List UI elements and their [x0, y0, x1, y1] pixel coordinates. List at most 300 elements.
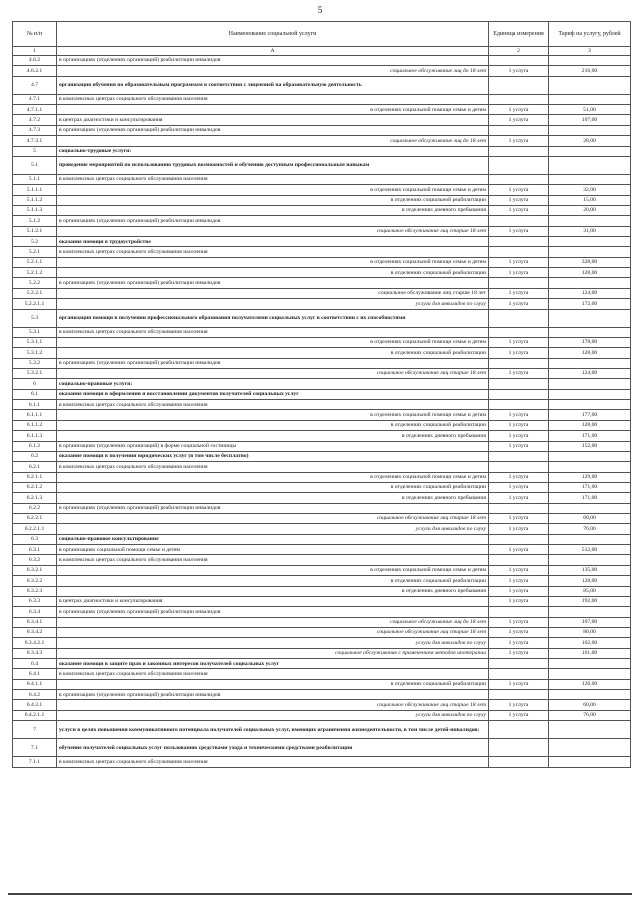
row-number: 5.1.1 [13, 174, 57, 184]
measurement-unit [489, 146, 549, 156]
table-body [13, 56, 631, 768]
tariff-price [549, 174, 631, 184]
service-name: в организациях (отделениях организаций) реабилитации инвалидов [57, 216, 489, 226]
page-number: 5 [317, 5, 323, 15]
table-index-row [13, 47, 631, 56]
tariff-price [549, 156, 631, 174]
tariff-price: 60,00 [549, 514, 631, 524]
tariff-price: 216,00 [549, 66, 631, 76]
tariff-price: 171,00 [549, 482, 631, 492]
row-number: 5.2.1.2 [13, 268, 57, 278]
measurement-unit [489, 757, 549, 767]
row-number: 6.3.3 [13, 596, 57, 606]
tariff-price [549, 146, 631, 156]
service-name: услуги для инвалидов по слуху [57, 299, 489, 309]
table-row [13, 125, 631, 135]
service-name: социально-правовое консультирование [57, 534, 489, 544]
row-number: 6.1.1.1 [13, 410, 57, 420]
table-row [13, 56, 631, 66]
service-name: оказание помощи в получении юридических услуг (в том числе бесплатно) [57, 451, 489, 461]
row-number: 6.1.1.2 [13, 420, 57, 430]
table-row [13, 441, 631, 451]
service-name: социально-правовые услуги: [57, 379, 489, 389]
table-row [13, 185, 631, 195]
table-row [13, 659, 631, 669]
tariff-price: 28,00 [549, 136, 631, 146]
service-name: оказание помощи в защите прав и законных интересов получателей социальных услуг [57, 659, 489, 669]
table-row [13, 596, 631, 606]
row-number: 6.2.1 [13, 462, 57, 472]
service-name: организация обучения по образовательным программам в соответствии с лицензией на образовательную деятельность [57, 76, 489, 94]
measurement-unit: 1 услуга [489, 638, 549, 648]
measurement-unit: 1 услуга [489, 679, 549, 689]
tariff-price: 328,00 [549, 257, 631, 267]
tariff-price: 102,00 [549, 638, 631, 648]
service-name: проведение мероприятий по использованию трудовых возможностей и обучению доступным профессиональным навыкам [57, 156, 489, 174]
tariff-price [549, 690, 631, 700]
row-number: 5.2.2.1 [13, 288, 57, 298]
service-name: услуги для инвалидов по слуху [57, 638, 489, 648]
service-name: в организациях (отделениях организаций) реабилитации инвалидов [57, 56, 489, 66]
measurement-unit [489, 451, 549, 461]
tariff-price: 51,00 [549, 105, 631, 115]
table-row [13, 739, 631, 757]
table-row [13, 586, 631, 596]
measurement-unit [489, 76, 549, 94]
service-name: в отделениях социальной помощи семье и детям [57, 105, 489, 115]
table-row [13, 462, 631, 472]
measurement-unit [489, 503, 549, 513]
row-number: 6.3 [13, 534, 57, 544]
measurement-unit: 1 услуга [489, 586, 549, 596]
service-name: услуги для инвалидов по слуху [57, 524, 489, 534]
measurement-unit [489, 659, 549, 669]
row-number: 6.2.1.1 [13, 472, 57, 482]
index-price: 3 [549, 47, 631, 56]
row-number: 6.1.1 [13, 400, 57, 410]
service-name: в центрах диагностики и консультирования [57, 596, 489, 606]
table-row [13, 514, 631, 524]
table-row [13, 66, 631, 76]
row-number: 5.2.1.1 [13, 257, 57, 267]
measurement-unit: 1 услуга [489, 268, 549, 278]
measurement-unit [489, 247, 549, 257]
service-name: обучение получателей социальных услуг пользованию средствами ухода и техническими средствами реабилитации [57, 739, 489, 757]
tariff-price [549, 503, 631, 513]
service-name: в комплексных центрах социального обслуживания населения [57, 327, 489, 337]
tariff-price: 126,00 [549, 679, 631, 689]
measurement-unit [489, 94, 549, 104]
table-row [13, 669, 631, 679]
table-row [13, 115, 631, 125]
tariff-price [549, 739, 631, 757]
service-name: в комплексных центрах социального обслуживания населения [57, 94, 489, 104]
tariff-price [549, 379, 631, 389]
tariff-table [12, 21, 631, 768]
table-row [13, 379, 631, 389]
tariff-price: 107,00 [549, 115, 631, 125]
tariff-price [549, 216, 631, 226]
row-number: 6 [13, 379, 57, 389]
tariff-price: 177,00 [549, 410, 631, 420]
measurement-unit: 1 услуга [489, 136, 549, 146]
index-num: 1 [13, 47, 57, 56]
row-number: 6.3.2.2 [13, 576, 57, 586]
table-row [13, 174, 631, 184]
measurement-unit [489, 555, 549, 565]
table-row [13, 710, 631, 720]
table-row [13, 247, 631, 257]
measurement-unit [489, 669, 549, 679]
row-number: 6.3.4.2 [13, 627, 57, 637]
measurement-unit [489, 125, 549, 135]
service-name: в отделениях социальной реабилитации [57, 348, 489, 358]
row-number: 5.1.2 [13, 216, 57, 226]
tariff-price: 15,00 [549, 195, 631, 205]
table-row [13, 627, 631, 637]
tariff-price: 60,00 [549, 700, 631, 710]
service-name: оказание помощи в трудоустройстве [57, 237, 489, 247]
measurement-unit: 1 услуга [489, 185, 549, 195]
measurement-unit: 1 услуга [489, 514, 549, 524]
service-name: в отделениях дневного пребывания [57, 431, 489, 441]
tariff-price: 85,00 [549, 586, 631, 596]
row-number: 7.1 [13, 739, 57, 757]
service-name: в отделениях социальной реабилитации [57, 679, 489, 689]
header-price: Тариф на услугу, рублей [549, 22, 631, 47]
measurement-unit: 1 услуга [489, 565, 549, 575]
table-row [13, 205, 631, 215]
table-row [13, 237, 631, 247]
measurement-unit [489, 56, 549, 66]
service-name: в комплексных центрах социального обслуживания населения [57, 400, 489, 410]
service-name: в организациях (отделениях организаций) реабилитации инвалидов [57, 607, 489, 617]
row-number: 6.2.2.1.1 [13, 524, 57, 534]
row-number: 6.3.4.3 [13, 648, 57, 658]
service-name: социальное обслуживание лиц старше 18 лет [57, 226, 489, 236]
row-number: 6.2 [13, 451, 57, 461]
tariff-price: 161,00 [549, 648, 631, 658]
table-row [13, 472, 631, 482]
measurement-unit: 1 услуга [489, 524, 549, 534]
table-row [13, 721, 631, 739]
table-row [13, 617, 631, 627]
measurement-unit [489, 534, 549, 544]
measurement-unit: 1 услуга [489, 420, 549, 430]
service-name: в комплексных центрах социального обслуживания населения [57, 462, 489, 472]
table-row [13, 94, 631, 104]
bottom-rule [8, 893, 632, 895]
index-name: А [57, 47, 489, 56]
tariff-price [549, 327, 631, 337]
header-num: № п/п [13, 22, 57, 47]
measurement-unit: 1 услуга [489, 348, 549, 358]
table-row [13, 76, 631, 94]
service-name: в отделениях социальной реабилитации [57, 195, 489, 205]
tariff-price: 128,00 [549, 420, 631, 430]
tariff-price [549, 125, 631, 135]
table-row [13, 576, 631, 586]
row-number: 6.1.2 [13, 441, 57, 451]
row-number: 6.2.1.2 [13, 482, 57, 492]
row-number: 4.6.2.1 [13, 66, 57, 76]
tariff-price: 31,00 [549, 226, 631, 236]
service-name: в отделениях социальной помощи семье и детям [57, 257, 489, 267]
row-number: 4.7.2 [13, 115, 57, 125]
table-row [13, 534, 631, 544]
service-name: услуги для инвалидов по слуху [57, 710, 489, 720]
measurement-unit: 1 услуга [489, 472, 549, 482]
tariff-price [549, 757, 631, 767]
service-name: в комплексных центрах социального обслуживания населения [57, 247, 489, 257]
service-name: в организациях (отделениях организаций) реабилитации инвалидов [57, 125, 489, 135]
service-name: социальное обслуживание лиц старше 18 лет [57, 700, 489, 710]
measurement-unit: 1 услуга [489, 195, 549, 205]
table-row [13, 503, 631, 513]
service-name: оказание помощи в оформлении и восстановлении документов получателей социальных услуг [57, 389, 489, 399]
table-row [13, 348, 631, 358]
measurement-unit [489, 327, 549, 337]
service-name: в отделениях социальной помощи семье и детям [57, 472, 489, 482]
row-number: 5.2.1 [13, 247, 57, 257]
measurement-unit [489, 358, 549, 368]
measurement-unit: 1 услуга [489, 205, 549, 215]
measurement-unit: 1 услуга [489, 431, 549, 441]
service-name: в организациях социальной помощи семье и детям [57, 545, 489, 555]
measurement-unit: 1 услуга [489, 493, 549, 503]
service-name: в отделениях социальной реабилитации [57, 268, 489, 278]
measurement-unit [489, 156, 549, 174]
service-name: в отделениях социальной помощи семье и детям [57, 185, 489, 195]
row-number: 6.4 [13, 659, 57, 669]
table-row [13, 195, 631, 205]
measurement-unit: 1 услуга [489, 299, 549, 309]
row-number: 4.7.1.1 [13, 105, 57, 115]
measurement-unit: 1 услуга [489, 596, 549, 606]
service-name: социальное обслуживание с применением методов ипотерапии [57, 648, 489, 658]
tariff-price: 80,00 [549, 627, 631, 637]
measurement-unit [489, 400, 549, 410]
table-row [13, 299, 631, 309]
measurement-unit [489, 739, 549, 757]
table-header-row [13, 22, 631, 47]
table-row [13, 524, 631, 534]
service-name: социальное обслуживание лиц старше 18 лет [57, 627, 489, 637]
row-number: 7 [13, 721, 57, 739]
table-row [13, 431, 631, 441]
tariff-price [549, 278, 631, 288]
measurement-unit [489, 389, 549, 399]
row-number: 5.2.2 [13, 278, 57, 288]
row-number: 6.3.2.3 [13, 586, 57, 596]
table-row [13, 105, 631, 115]
tariff-price: 76,00 [549, 710, 631, 720]
service-name: в организациях (отделениях организаций) в форме социальной гостиницы [57, 441, 489, 451]
row-number: 5.1.1.3 [13, 205, 57, 215]
row-number: 5.3.1 [13, 327, 57, 337]
tariff-price: 135,00 [549, 565, 631, 575]
tariff-price: 171,00 [549, 493, 631, 503]
header-name: Наименование социальной услуги [57, 22, 489, 47]
row-number: 4.7.3.1 [13, 136, 57, 146]
row-number: 6.1.1.3 [13, 431, 57, 441]
row-number: 6.4.2.1.1 [13, 710, 57, 720]
row-number: 5.3 [13, 309, 57, 327]
table-row [13, 482, 631, 492]
measurement-unit: 1 услуга [489, 368, 549, 378]
measurement-unit: 1 услуга [489, 648, 549, 658]
measurement-unit: 1 услуга [489, 257, 549, 267]
service-name: организация помощи в получении профессионального образования получателями социальных услуг в соответствии с их способностями [57, 309, 489, 327]
measurement-unit: 1 услуга [489, 105, 549, 115]
row-number: 5.3.2 [13, 358, 57, 368]
measurement-unit: 1 услуга [489, 337, 549, 347]
measurement-unit: 1 услуга [489, 545, 549, 555]
table-row [13, 216, 631, 226]
measurement-unit: 1 услуга [489, 226, 549, 236]
table-row [13, 368, 631, 378]
tariff-price [549, 451, 631, 461]
tariff-price: 124,00 [549, 288, 631, 298]
tariff-price [549, 534, 631, 544]
row-number: 5 [13, 146, 57, 156]
tariff-price [549, 607, 631, 617]
measurement-unit: 1 услуга [489, 410, 549, 420]
table-row [13, 327, 631, 337]
measurement-unit: 1 услуга [489, 710, 549, 720]
service-name: социальное обслуживание лиц старше 18 лет [57, 514, 489, 524]
tariff-price: 76,00 [549, 524, 631, 534]
measurement-unit: 1 услуга [489, 627, 549, 637]
row-number: 5.1.1.2 [13, 195, 57, 205]
row-number: 6.1 [13, 389, 57, 399]
row-number: 5.2 [13, 237, 57, 247]
row-number: 5.3.1.1 [13, 337, 57, 347]
service-name: в организациях (отделениях организаций) реабилитации инвалидов [57, 503, 489, 513]
row-number: 5.1 [13, 156, 57, 174]
row-number: 6.4.2.1 [13, 700, 57, 710]
measurement-unit [489, 309, 549, 327]
table-row [13, 493, 631, 503]
service-name: социально-трудовые услуги: [57, 146, 489, 156]
tariff-price [549, 721, 631, 739]
measurement-unit [489, 607, 549, 617]
service-name: социальное обслуживание лиц до 18 лет [57, 617, 489, 627]
measurement-unit [489, 690, 549, 700]
measurement-unit: 1 услуга [489, 617, 549, 627]
table-row [13, 226, 631, 236]
service-name: в организациях (отделениях организаций) реабилитации инвалидов [57, 358, 489, 368]
tariff-price: 128,00 [549, 268, 631, 278]
row-number: 7.1.1 [13, 757, 57, 767]
service-name: в отделениях социальной реабилитации [57, 420, 489, 430]
table-row [13, 400, 631, 410]
tariff-price [549, 94, 631, 104]
service-name: в комплексных центрах социального обслуживания населения [57, 757, 489, 767]
row-number: 6.3.1 [13, 545, 57, 555]
table-row [13, 146, 631, 156]
table-row [13, 545, 631, 555]
tariff-price [549, 659, 631, 669]
table-row [13, 278, 631, 288]
row-number: 6.4.2 [13, 690, 57, 700]
table-row [13, 420, 631, 430]
table-row [13, 638, 631, 648]
service-name: социальное обслуживание лиц старше 18 лет [57, 288, 489, 298]
table-row [13, 648, 631, 658]
tariff-price [549, 247, 631, 257]
service-name: в организациях (отделениях организаций) реабилитации инвалидов [57, 278, 489, 288]
measurement-unit: 1 услуга [489, 576, 549, 586]
tariff-price: 152,00 [549, 441, 631, 451]
row-number: 4.6.2 [13, 56, 57, 66]
service-name: социальное обслуживание лиц до 18 лет [57, 136, 489, 146]
tariff-price [549, 389, 631, 399]
tariff-price [549, 237, 631, 247]
table-row [13, 679, 631, 689]
measurement-unit [489, 278, 549, 288]
row-number: 6.3.2 [13, 555, 57, 565]
table-row [13, 607, 631, 617]
row-number: 5.1.2.1 [13, 226, 57, 236]
service-name: социальное обслуживание лиц до 18 лет [57, 66, 489, 76]
table-row [13, 565, 631, 575]
service-name: в отделениях социальной реабилитации [57, 482, 489, 492]
service-name: в центрах диагностики и консультирования [57, 115, 489, 125]
tariff-price: 178,00 [549, 337, 631, 347]
table-row [13, 700, 631, 710]
tariff-price [549, 555, 631, 565]
measurement-unit [489, 462, 549, 472]
tariff-price [549, 462, 631, 472]
measurement-unit: 1 услуга [489, 441, 549, 451]
measurement-unit: 1 услуга [489, 288, 549, 298]
header-unit: Единица измерения [489, 22, 549, 47]
measurement-unit [489, 237, 549, 247]
row-number: 4.7.1 [13, 94, 57, 104]
row-number: 6.3.4.2.1 [13, 638, 57, 648]
table-row [13, 288, 631, 298]
service-name: в отделениях социальной помощи семье и детям [57, 337, 489, 347]
table-row [13, 757, 631, 767]
measurement-unit: 1 услуга [489, 700, 549, 710]
tariff-price: 129,00 [549, 472, 631, 482]
measurement-unit: 1 услуга [489, 66, 549, 76]
table-row [13, 389, 631, 399]
tariff-price: 124,00 [549, 368, 631, 378]
row-number: 6.3.4 [13, 607, 57, 617]
row-number: 6.2.2 [13, 503, 57, 513]
row-number: 5.2.2.1.1 [13, 299, 57, 309]
row-number: 6.4.1 [13, 669, 57, 679]
index-unit: 2 [489, 47, 549, 56]
tariff-price: 20,00 [549, 205, 631, 215]
tariff-price [549, 400, 631, 410]
tariff-price: 128,00 [549, 576, 631, 586]
row-number: 6.2.1.3 [13, 493, 57, 503]
measurement-unit [489, 379, 549, 389]
service-name: в комплексных центрах социального обслуживания населения [57, 174, 489, 184]
row-number: 5.1.1.1 [13, 185, 57, 195]
table-row [13, 136, 631, 146]
measurement-unit [489, 216, 549, 226]
tariff-price: 128,00 [549, 348, 631, 358]
tariff-price: 512,00 [549, 545, 631, 555]
row-number: 6.3.2.1 [13, 565, 57, 575]
table-row [13, 690, 631, 700]
service-name: в отделениях дневного пребывания [57, 205, 489, 215]
row-number: 4.7.3 [13, 125, 57, 135]
